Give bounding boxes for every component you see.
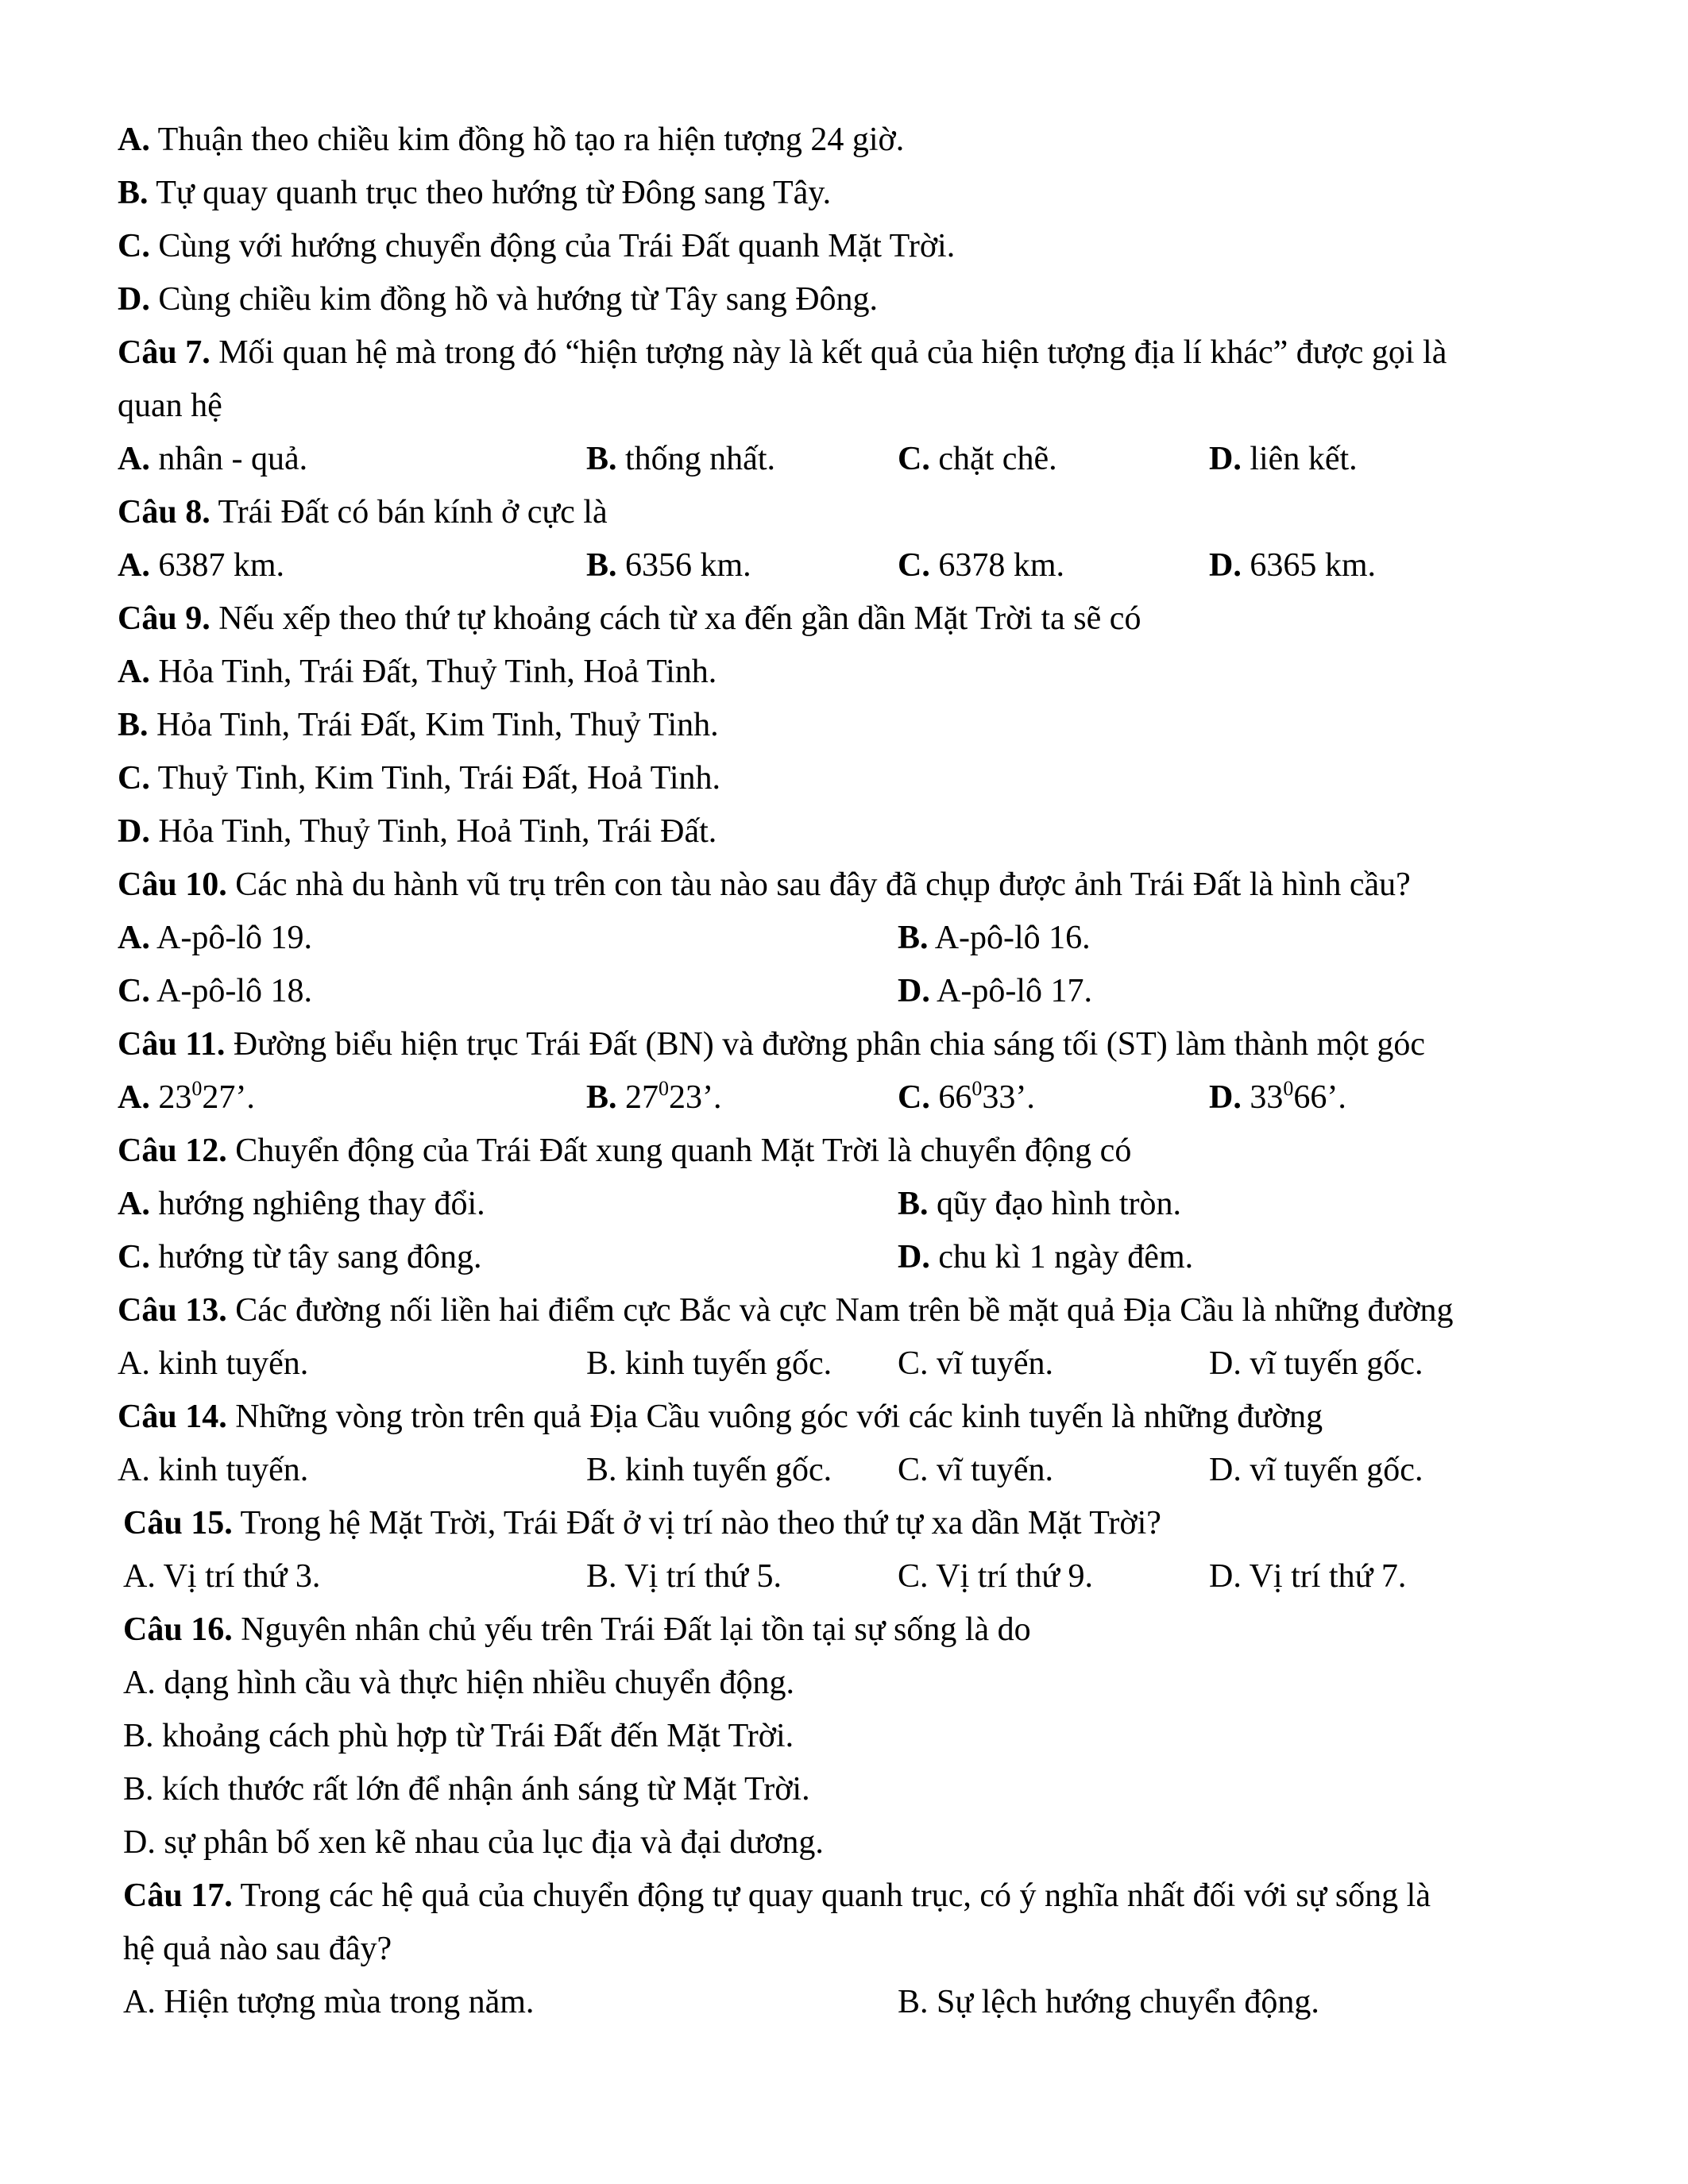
q6-option-b: B. Tự quay quanh trục theo hướng từ Đông sang Tây. xyxy=(118,175,832,211)
q6-option-c: C. Cùng với hướng chuyển động của Trái Đất quanh Mặt Trời. xyxy=(118,228,956,264)
q7-option-a: A. nhân - quả. xyxy=(118,441,308,477)
q15-option-d: D. Vị trí thứ 7. xyxy=(1209,1558,1407,1595)
q14-options xyxy=(118,1445,1627,1495)
q7-option-b: B. thống nhất. xyxy=(586,441,775,477)
q15-option-a: A. Vị trí thứ 3. xyxy=(123,1558,321,1595)
q17-stem: Câu 17. Trong các hệ quả của chuyển động tự quay quanh trục, có ý nghĩa nhất đối với sự sống là xyxy=(123,1877,1431,1914)
q8-option-a: A. 6387 km. xyxy=(118,547,285,584)
q13-option-c: C. vĩ tuyến. xyxy=(898,1345,1053,1382)
q16-option-c: B. kích thước rất lớn để nhận ánh sáng từ Mặt Trời. xyxy=(123,1771,810,1808)
q9-option-a: A. Hỏa Tinh, Trái Đất, Thuỷ Tinh, Hoả Tinh. xyxy=(118,654,717,690)
q17-option-a: A. Hiện tượng mùa trong năm. xyxy=(123,1984,535,2020)
degree-sign: 0 xyxy=(1283,1077,1294,1100)
q8-options xyxy=(118,540,1627,591)
degree-sign: 0 xyxy=(659,1077,670,1100)
q13-option-b: B. kinh tuyến gốc. xyxy=(586,1345,832,1382)
q16-option-b: B. khoảng cách phù hợp từ Trái Đất đến Mặt Trời. xyxy=(123,1718,794,1754)
q12-option-d: D. chu kì 1 ngày đêm. xyxy=(898,1239,1194,1275)
q14-option-d: D. vĩ tuyến gốc. xyxy=(1209,1452,1423,1488)
q14-option-a: A. kinh tuyến. xyxy=(118,1452,309,1488)
q11-options xyxy=(118,1072,1627,1123)
q12-options-row2 xyxy=(118,1232,1627,1283)
q9-option-d: D. Hỏa Tinh, Thuỷ Tinh, Hoả Tinh, Trái Đất. xyxy=(118,813,717,850)
q13-option-d: D. vĩ tuyến gốc. xyxy=(1209,1345,1423,1382)
q15-options xyxy=(123,1551,1632,1602)
q15-option-b: B. Vị trí thứ 5. xyxy=(586,1558,782,1595)
q13-options xyxy=(118,1338,1627,1389)
q16-option-d: D. sự phân bố xen kẽ nhau của lục địa và đại dương. xyxy=(123,1824,824,1861)
q15-stem: Câu 15. Trong hệ Mặt Trời, Trái Đất ở vị trí nào theo thứ tự xa dần Mặt Trời? xyxy=(123,1505,1161,1542)
q10-option-c: C. A-pô-lô 18. xyxy=(118,973,312,1009)
q12-options-row1 xyxy=(118,1179,1627,1229)
q10-options-row1 xyxy=(118,913,1627,963)
q11-option-a: A. $23^027$’. xyxy=(118,1077,255,1116)
q16-stem: Câu 16. Nguyên nhân chủ yếu trên Trái Đất lại tồn tại sự sống là do xyxy=(123,1611,1031,1648)
q17-options xyxy=(123,1977,1632,2028)
q8-option-c: C. 6378 km. xyxy=(898,547,1065,584)
q12-stem: Câu 12. Chuyển động của Trái Đất xung quanh Mặt Trời là chuyển động có xyxy=(118,1133,1132,1169)
q10-option-a: A. A-pô-lô 19. xyxy=(118,920,312,956)
q6-option-d: D. Cùng chiều kim đồng hồ và hướng từ Tây sang Đông. xyxy=(118,281,879,318)
q10-options-row2 xyxy=(118,966,1627,1017)
q11-stem: Câu 11. Đường biểu hiện trục Trái Đất (BN) và đường phân chia sáng tối (ST) làm thành một góc xyxy=(118,1026,1426,1063)
q7-options xyxy=(118,434,1627,484)
q8-option-b: B. 6356 km. xyxy=(586,547,751,584)
q12-option-a: A. hướng nghiêng thay đổi. xyxy=(118,1186,485,1222)
q14-option-c: C. vĩ tuyến. xyxy=(898,1452,1053,1488)
q10-stem: Câu 10. Các nhà du hành vũ trụ trên con tàu nào sau đây đã chụp được ảnh Trái Đất là hình cầu? xyxy=(118,866,1411,903)
q10-option-d: D. A-pô-lô 17. xyxy=(898,973,1092,1009)
q12-option-c: C. hướng từ tây sang đông. xyxy=(118,1239,482,1275)
q16-option-a: A. dạng hình cầu và thực hiện nhiều chuyển động. xyxy=(123,1665,795,1701)
q17-stem-continued: hệ quả nào sau đây? xyxy=(123,1931,392,1967)
q10-option-b: B. A-pô-lô 16. xyxy=(898,920,1091,956)
q14-option-b: B. kinh tuyến gốc. xyxy=(586,1452,832,1488)
q8-stem: Câu 8. Trái Đất có bán kính ở cực là xyxy=(118,494,608,531)
q15-option-c: C. Vị trí thứ 9. xyxy=(898,1558,1094,1595)
q7-stem: Câu 7. Mối quan hệ mà trong đó “hiện tượng này là kết quả của hiện tượng địa lí khác” được gọi là xyxy=(118,334,1447,371)
q8-option-d: D. 6365 km. xyxy=(1209,547,1377,584)
q7-option-d: D. liên kết. xyxy=(1209,441,1358,477)
q7-stem-continued: quan hệ xyxy=(118,388,222,424)
q17-option-b: B. Sự lệch hướng chuyển động. xyxy=(898,1984,1319,2020)
q9-option-c: C. Thuỷ Tinh, Kim Tinh, Trái Đất, Hoả Tinh. xyxy=(118,760,721,797)
degree-sign: 0 xyxy=(971,1077,983,1100)
q12-option-b: B. qũy đạo hình tròn. xyxy=(898,1186,1181,1222)
q13-stem: Câu 13. Các đường nối liền hai điểm cực Bắc và cực Nam trên bề mặt quả Địa Cầu là những đường xyxy=(118,1292,1454,1329)
q11-option-b: B. $27^023$’. xyxy=(586,1077,722,1116)
q11-option-c: C. $66^033$’. xyxy=(898,1077,1035,1116)
q6-option-a: A. Thuận theo chiều kim đồng hồ tạo ra hiện tượng 24 giờ. xyxy=(118,122,905,158)
q14-stem: Câu 14. Những vòng tròn trên quả Địa Cầu vuông góc với các kinh tuyến là những đường xyxy=(118,1399,1323,1435)
q13-option-a: A. kinh tuyến. xyxy=(118,1345,309,1382)
degree-sign: 0 xyxy=(191,1077,203,1100)
q11-option-d: D. $33^066$’. xyxy=(1209,1077,1346,1116)
q9-stem: Câu 9. Nếu xếp theo thứ tự khoảng cách từ xa đến gần dần Mặt Trời ta sẽ có xyxy=(118,600,1141,637)
q9-option-b: B. Hỏa Tinh, Trái Đất, Kim Tinh, Thuỷ Tinh. xyxy=(118,707,719,743)
q7-option-c: C. chặt chẽ. xyxy=(898,441,1057,477)
